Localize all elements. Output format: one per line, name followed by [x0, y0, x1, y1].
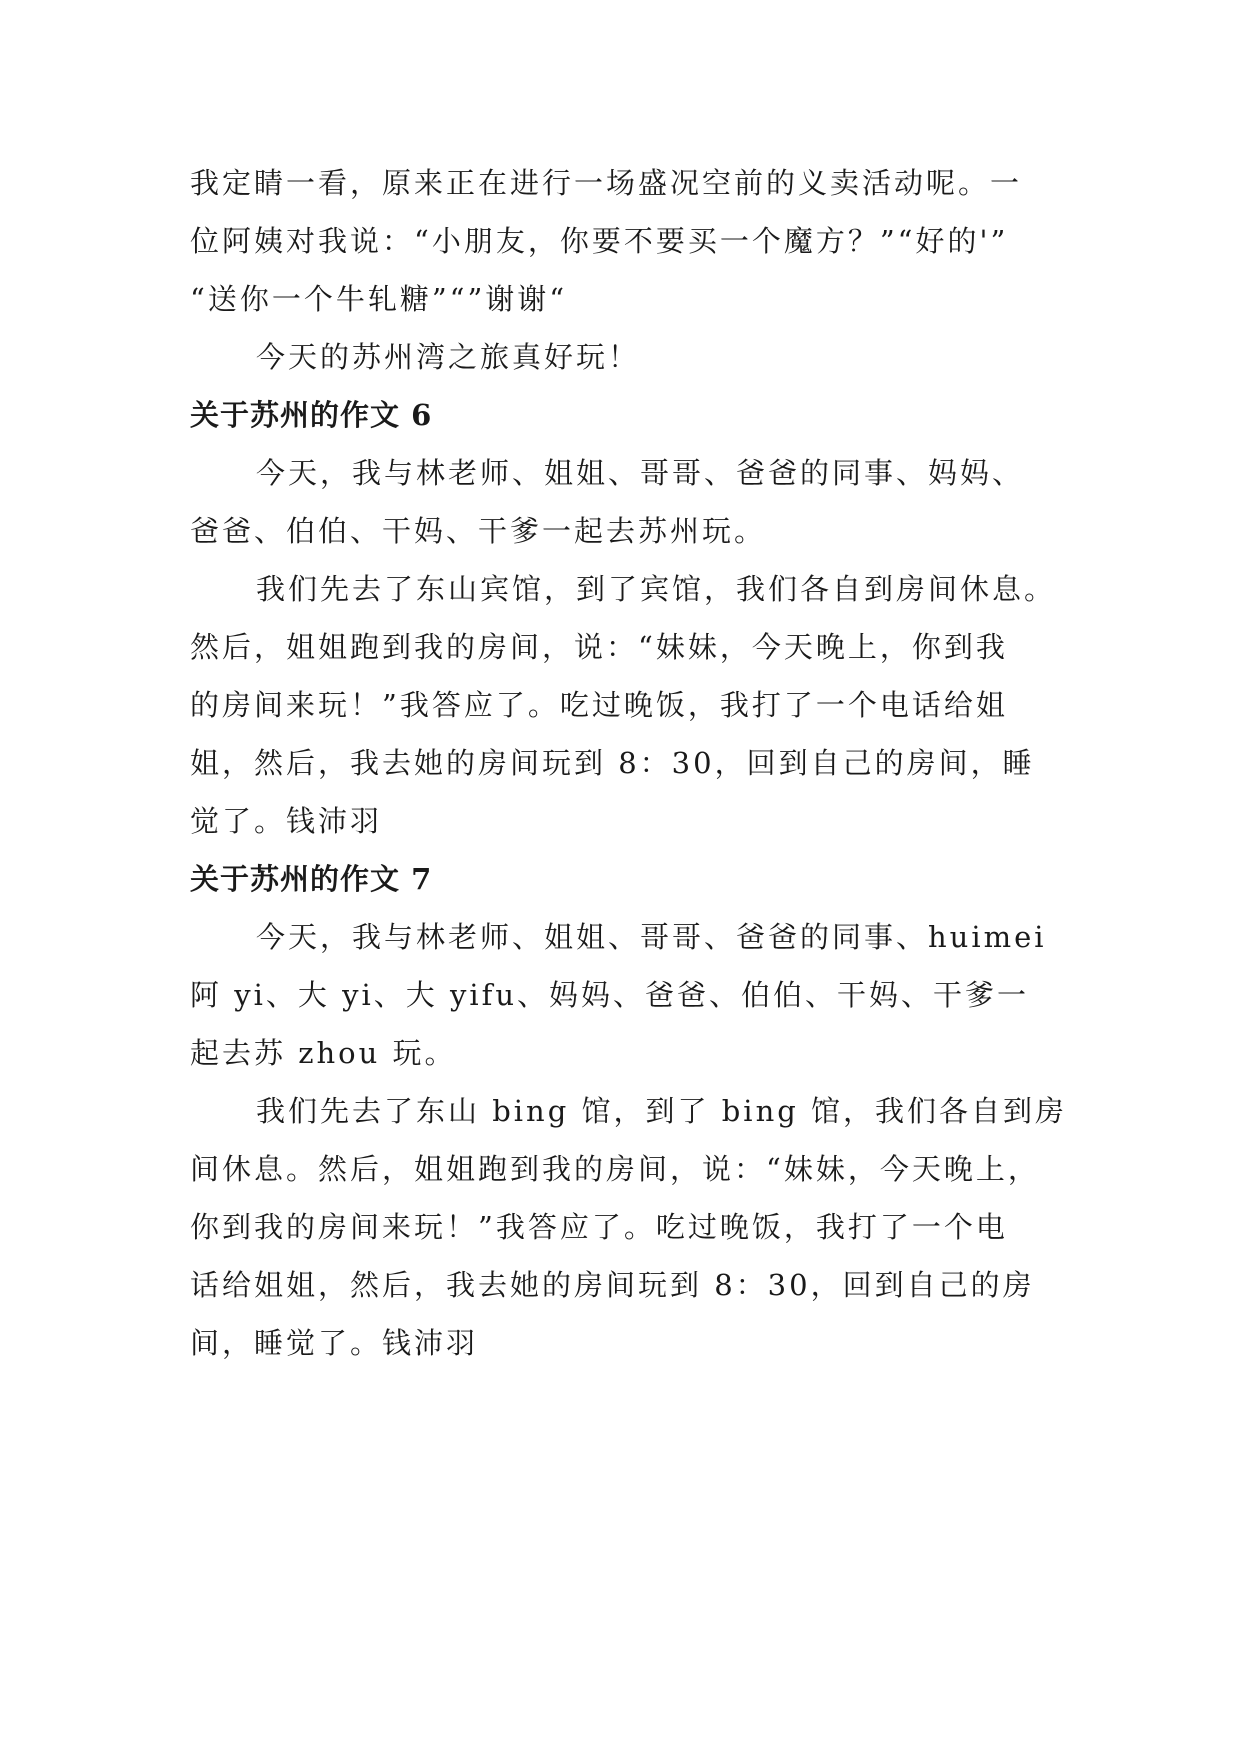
text-line: 间，睡觉了。钱沛羽 — [190, 1326, 479, 1360]
paragraph — [190, 444, 1080, 560]
text-line: 今天的苏州湾之旅真好玩！ — [256, 340, 641, 374]
text-line: 我们先去了东山宾馆，到了宾馆，我们各自到房间休息。 — [256, 572, 1057, 606]
text-line: 阿 yi、大 yi、大 yifu、妈妈、爸爸、伯伯、干妈、干爹一 — [190, 978, 1030, 1012]
section-heading: 关于苏州的作文 6 — [190, 398, 433, 432]
paragraph — [190, 908, 1080, 1082]
text-line: 今天，我与林老师、姐姐、哥哥、爸爸的同事、妈妈、 — [256, 456, 1025, 490]
text-line: 你到我的房间来玩！”我答应了。吃过晚饭，我打了一个电 — [190, 1210, 1008, 1244]
paragraph — [190, 154, 1080, 328]
text-line: 起去苏 zhou 玩。 — [190, 1036, 457, 1070]
text-line: 的房间来玩！”我答应了。吃过晚饭，我打了一个电话给姐 — [190, 688, 1008, 722]
text-line: 然后，姐姐跑到我的房间，说：“妹妹，今天晚上，你到我 — [190, 630, 1008, 664]
paragraph — [190, 560, 1080, 850]
document-body — [190, 154, 1080, 1372]
paragraph — [190, 1082, 1080, 1372]
text-line: 话给姐姐，然后，我去她的房间玩到 8：30，回到自己的房 — [190, 1268, 1035, 1302]
text-line: 觉了。钱沛羽 — [190, 804, 383, 838]
text-line: 位阿姨对我说：“小朋友，你要不要买一个魔方？”“好的'” — [190, 224, 1009, 258]
text-line: “送你一个牛轧糖”“”谢谢“ — [190, 282, 568, 316]
text-line: 爸爸、伯伯、干妈、干爹一起去苏州玩。 — [190, 514, 767, 548]
text-line: 我定睛一看，原来正在进行一场盛况空前的义卖活动呢。一 — [190, 166, 1023, 200]
text-line: 我们先去了东山 bing 馆，到了 bing 馆，我们各自到房 — [256, 1094, 1068, 1128]
text-line: 今天，我与林老师、姐姐、哥哥、爸爸的同事、huimei — [256, 920, 1047, 954]
section-heading: 关于苏州的作文 7 — [190, 862, 433, 896]
paragraph — [190, 328, 1080, 386]
text-line: 间休息。然后，姐姐跑到我的房间，说：“妹妹，今天晚上， — [190, 1152, 1040, 1186]
text-line: 姐，然后，我去她的房间玩到 8：30，回到自己的房间，睡 — [190, 746, 1035, 780]
